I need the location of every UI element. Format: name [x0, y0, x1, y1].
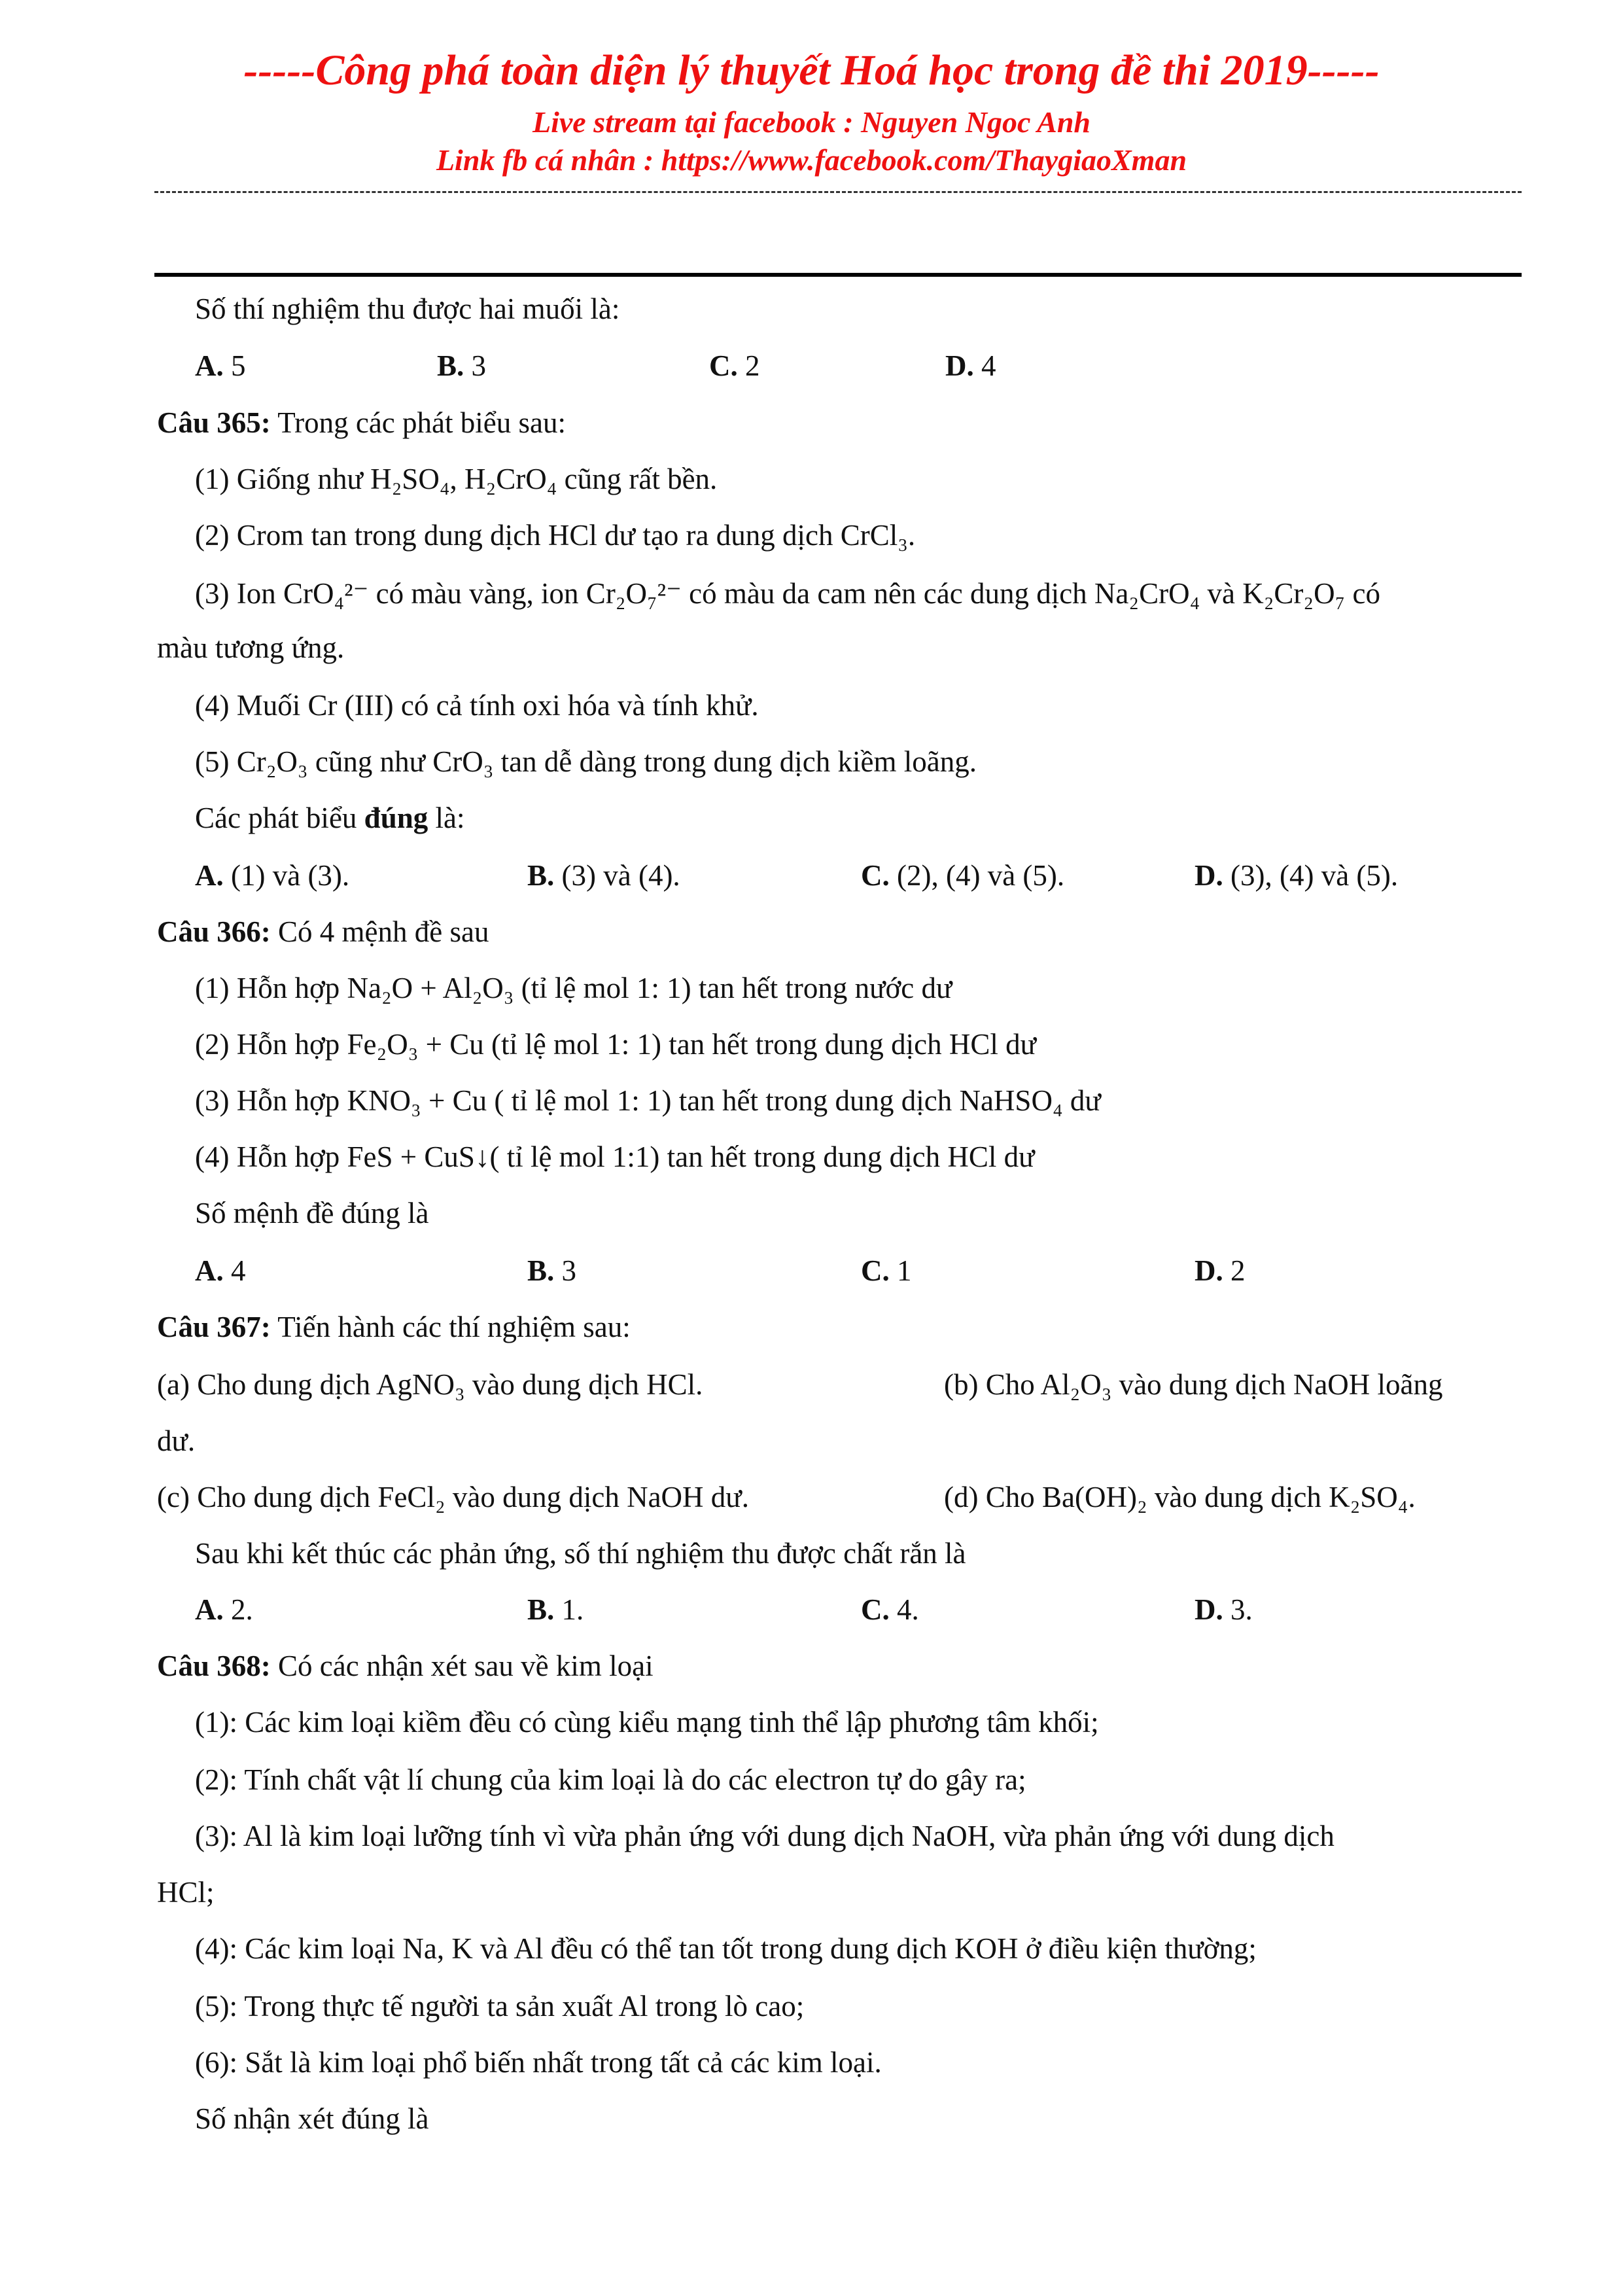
- q368-statement-5: (5): Trong thực tế người ta sản xuất Al trong lò cao;: [195, 1990, 805, 2022]
- q365-ask: Các phát biểu đúng là:: [195, 802, 465, 834]
- q366-option-c: C. 1: [861, 1254, 912, 1287]
- q365-statement-1: (1) Giống như H₂SO₄, H₂CrO₄ cũng rất bền.: [195, 463, 718, 495]
- q368-statement-3: (3): Al là kim loại lưỡng tính vì vừa phản ứng với dung dịch NaOH, vừa phản ứng với dung dịch: [195, 1820, 1335, 1852]
- q366-option-a: A. 4: [195, 1254, 246, 1287]
- livestream-line: Live stream tại facebook : Nguyen Ngoc Anh: [532, 105, 1091, 139]
- q366-option-d: D. 2: [1195, 1254, 1246, 1287]
- q365-statement-3: (3) Ion CrO₄²⁻ có màu vàng, ion Cr₂O₇²⁻ có màu da cam nên các dung dịch Na₂CrO₄ và K₂Cr₂O₇ có: [195, 577, 1381, 610]
- prev-option-c: C. 2: [709, 349, 760, 382]
- facebook-link[interactable]: Link fb cá nhân : https://www.facebook.com/ThaygiaoXman: [436, 143, 1187, 177]
- q367-option-a: A. 2.: [195, 1593, 253, 1626]
- q366-statement-3: (3) Hỗn hợp KNO₃ + Cu ( tỉ lệ mol 1: 1) tan hết trong dung dịch NaHSO₄ dư: [195, 1084, 1101, 1117]
- q365-heading: Câu 365: Trong các phát biểu sau:: [157, 406, 566, 439]
- prev-prompt: Số thí nghiệm thu được hai muối là:: [195, 292, 620, 325]
- q365-option-d: D. (3), (4) và (5).: [1195, 859, 1399, 892]
- q366-option-b: B. 3: [527, 1254, 577, 1287]
- q366-heading: Câu 366: Có 4 mệnh đề sau: [157, 915, 489, 948]
- q365-option-c: C. (2), (4) và (5).: [861, 859, 1065, 892]
- q365-option-b: B. (3) và (4).: [527, 859, 680, 892]
- q366-ask: Số mệnh đề đúng là: [195, 1197, 429, 1229]
- q367-option-d: D. 3.: [1195, 1593, 1253, 1626]
- q365-statement-5: (5) Cr₂O₃ cũng như CrO₃ tan dễ dàng trong dung dịch kiềm loãng.: [195, 745, 977, 778]
- q366-statement-2: (2) Hỗn hợp Fe₂O₃ + Cu (tỉ lệ mol 1: 1) tan hết trong dung dịch HCl dư: [195, 1028, 1037, 1061]
- q367-item-a: (a) Cho dung dịch AgNO₃ vào dung dịch HCl.: [157, 1368, 703, 1401]
- q367-heading: Câu 367: Tiến hành các thí nghiệm sau:: [157, 1311, 631, 1343]
- q367-item-d: (d) Cho Ba(OH)₂ vào dung dịch K₂SO₄.: [944, 1481, 1416, 1513]
- prev-option-d: D. 4: [945, 349, 996, 382]
- q365-option-a: A. (1) và (3).: [195, 859, 350, 892]
- prev-option-a: A. 5: [195, 349, 246, 382]
- prev-option-b: B. 3: [437, 349, 487, 382]
- q368-statement-1: (1): Các kim loại kiềm đều có cùng kiểu mạng tinh thể lập phương tâm khối;: [195, 1706, 1099, 1739]
- q365-statement-4: (4) Muối Cr (III) có cả tính oxi hóa và tính khử.: [195, 689, 759, 722]
- q367-option-c: C. 4.: [861, 1593, 919, 1626]
- q367-option-b: B. 1.: [527, 1593, 584, 1626]
- q365-statement-3-cont: màu tương ứng.: [157, 631, 345, 664]
- q367-item-b: (b) Cho Al₂O₃ vào dung dịch NaOH loãng: [944, 1368, 1443, 1401]
- q368-statement-4: (4): Các kim loại Na, K và Al đều có thể tan tốt trong dung dịch KOH ở điều kiện thường;: [195, 1932, 1257, 1965]
- header-rule: [154, 273, 1522, 277]
- doc-title: -----Công phá toàn diện lý thuyết Hoá học trong đề thi 2019-----: [243, 46, 1380, 94]
- q368-heading: Câu 368: Có các nhận xét sau về kim loại: [157, 1650, 654, 1682]
- dashed-separator: [154, 191, 1522, 193]
- q367-item-c: (c) Cho dung dịch FeCl₂ vào dung dịch NaOH dư.: [157, 1481, 749, 1513]
- q367-item-b-cont: dư.: [157, 1424, 196, 1457]
- q368-statement-3-cont: HCl;: [157, 1876, 215, 1909]
- q366-statement-4: (4) Hỗn hợp FeS + CuS↓( tỉ lệ mol 1:1) tan hết trong dung dịch HCl dư: [195, 1140, 1035, 1173]
- q368-statement-6: (6): Sắt là kim loại phổ biến nhất trong tất cả các kim loại.: [195, 2046, 882, 2079]
- q367-ask: Sau khi kết thúc các phản ứng, số thí nghiệm thu được chất rắn là: [195, 1537, 966, 1570]
- q368-ask: Số nhận xét đúng là: [195, 2102, 429, 2135]
- q365-statement-2: (2) Crom tan trong dung dịch HCl dư tạo ra dung dịch CrCl₃.: [195, 519, 916, 552]
- q368-statement-2: (2): Tính chất vật lí chung của kim loại là do các electron tự do gây ra;: [195, 1763, 1026, 1796]
- q366-statement-1: (1) Hỗn hợp Na₂O + Al₂O₃ (tỉ lệ mol 1: 1) tan hết trong nước dư: [195, 972, 952, 1004]
